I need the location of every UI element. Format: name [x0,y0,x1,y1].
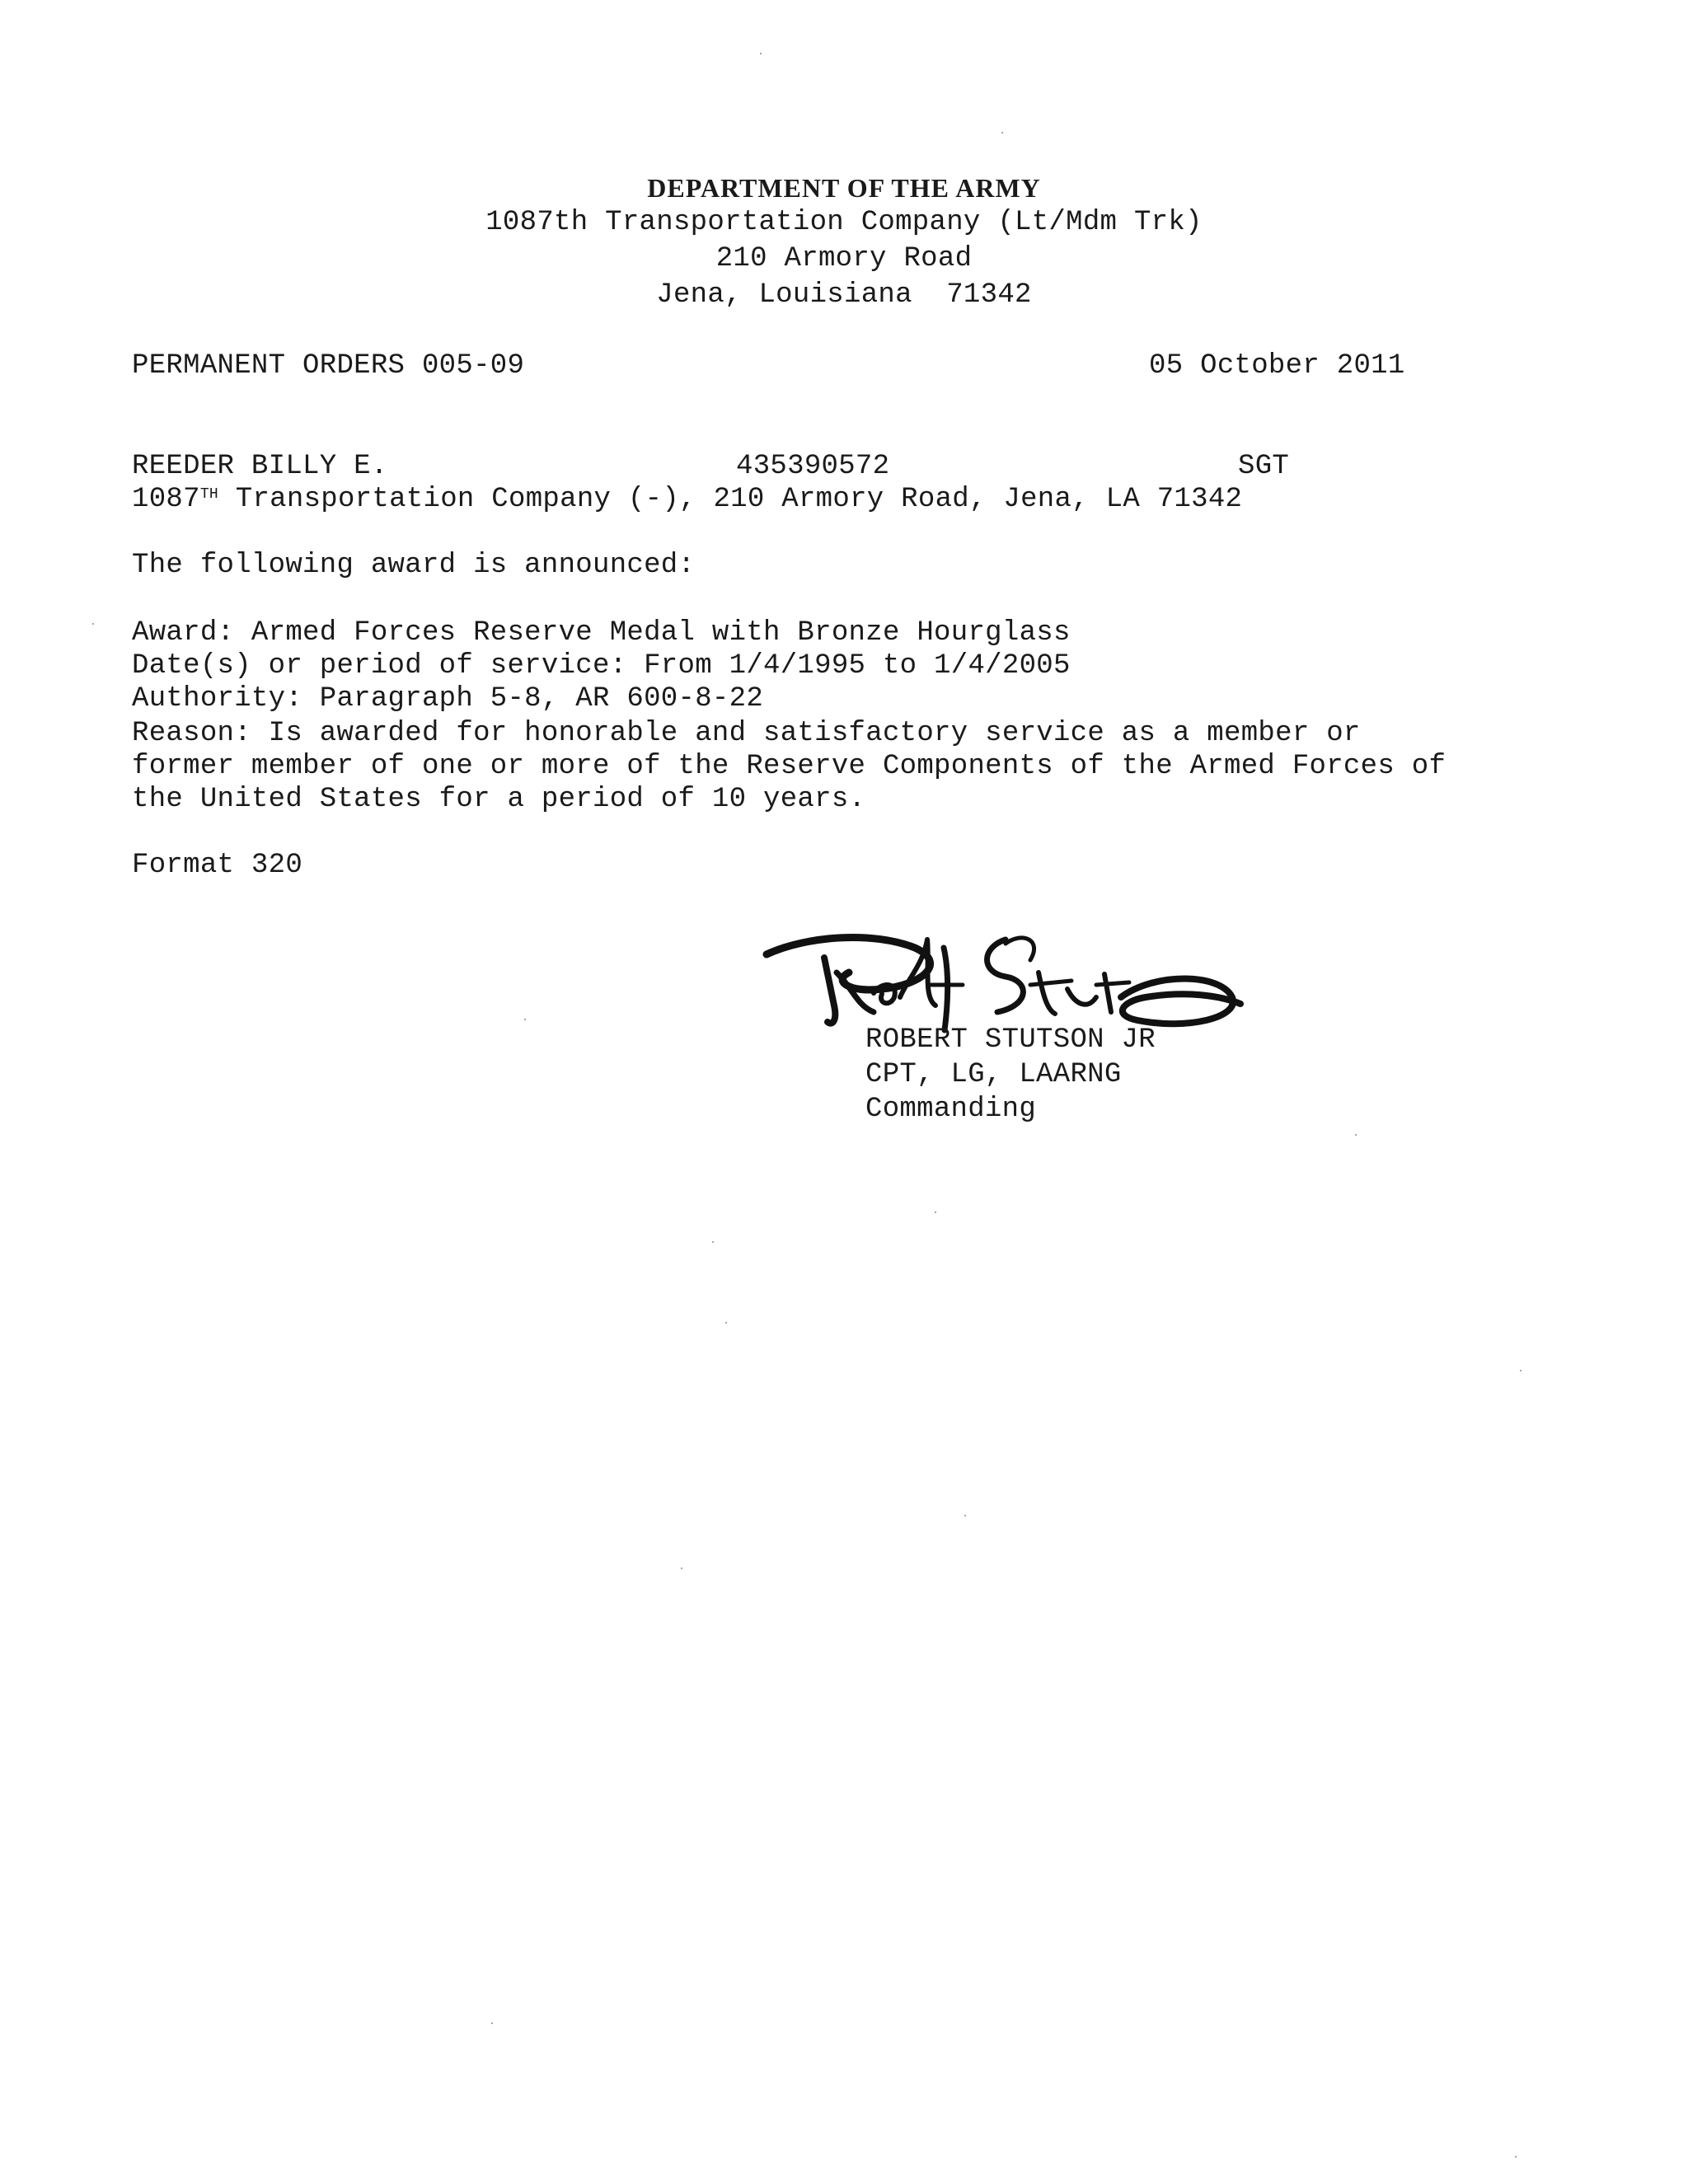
scan-speck [964,1515,966,1516]
unit-city: Jena, Louisiana 71342 [656,279,1032,311]
scan-speck [1520,1370,1522,1371]
scan-speck [1515,2156,1517,2158]
scan-speck [491,2022,493,2024]
scan-speck [935,1212,936,1213]
unit-number: 1087 [132,484,200,515]
signer-name: ROBERT STUTSON JR [865,1024,1156,1056]
handwritten-signature [758,915,1245,1038]
soldier-rank: SGT [1238,451,1290,482]
scan-speck [524,1019,526,1020]
award-line: Award: Armed Forces Reserve Medal with Bronze Hourglass [132,617,1071,649]
scan-speck [92,623,94,625]
reason-line-3: the United States for a period of 10 years. [132,784,866,815]
intro-text: The following award is announced: [132,550,696,581]
signer-role: Commanding [865,1094,1037,1125]
scan-speck [1355,1134,1357,1136]
scan-speck [760,53,762,54]
reason-line-1: Reason: Is awarded for honorable and satisfactory service as a member or [132,718,1361,749]
unit-address-rest: Transportation Company (-), 210 Armory Road, Jena, LA 71342 [218,484,1243,515]
department-title: DEPARTMENT OF THE ARMY [647,173,1041,203]
format-line: Format 320 [132,850,303,881]
scan-speck [681,1568,682,1569]
orders-number: PERMANENT ORDERS 005-09 [132,350,525,382]
authority-line: Authority: Paragraph 5-8, AR 600-8-22 [132,683,764,715]
unit-street: 210 Armory Road [715,243,973,274]
scan-speck [725,1322,727,1324]
unit-name: 1087th Transportation Company (Lt/Mdm Trk) [485,207,1203,238]
orders-date: 05 October 2011 [1149,350,1405,382]
unit-superscript: TH [199,486,219,503]
signer-title: CPT, LG, LAARNG [865,1059,1122,1090]
scan-speck [712,1241,714,1243]
soldier-id-number: 435390572 [736,451,890,482]
soldier-unit-address [132,483,1242,516]
reason-line-2: former member of one or more of the Reserve Components of the Armed Forces of [132,751,1447,782]
service-dates-line: Date(s) or period of service: From 1/4/1995 to 1/4/2005 [132,650,1071,682]
scan-speck [1001,132,1003,134]
soldier-name: REEDER BILLY E. [132,451,388,482]
